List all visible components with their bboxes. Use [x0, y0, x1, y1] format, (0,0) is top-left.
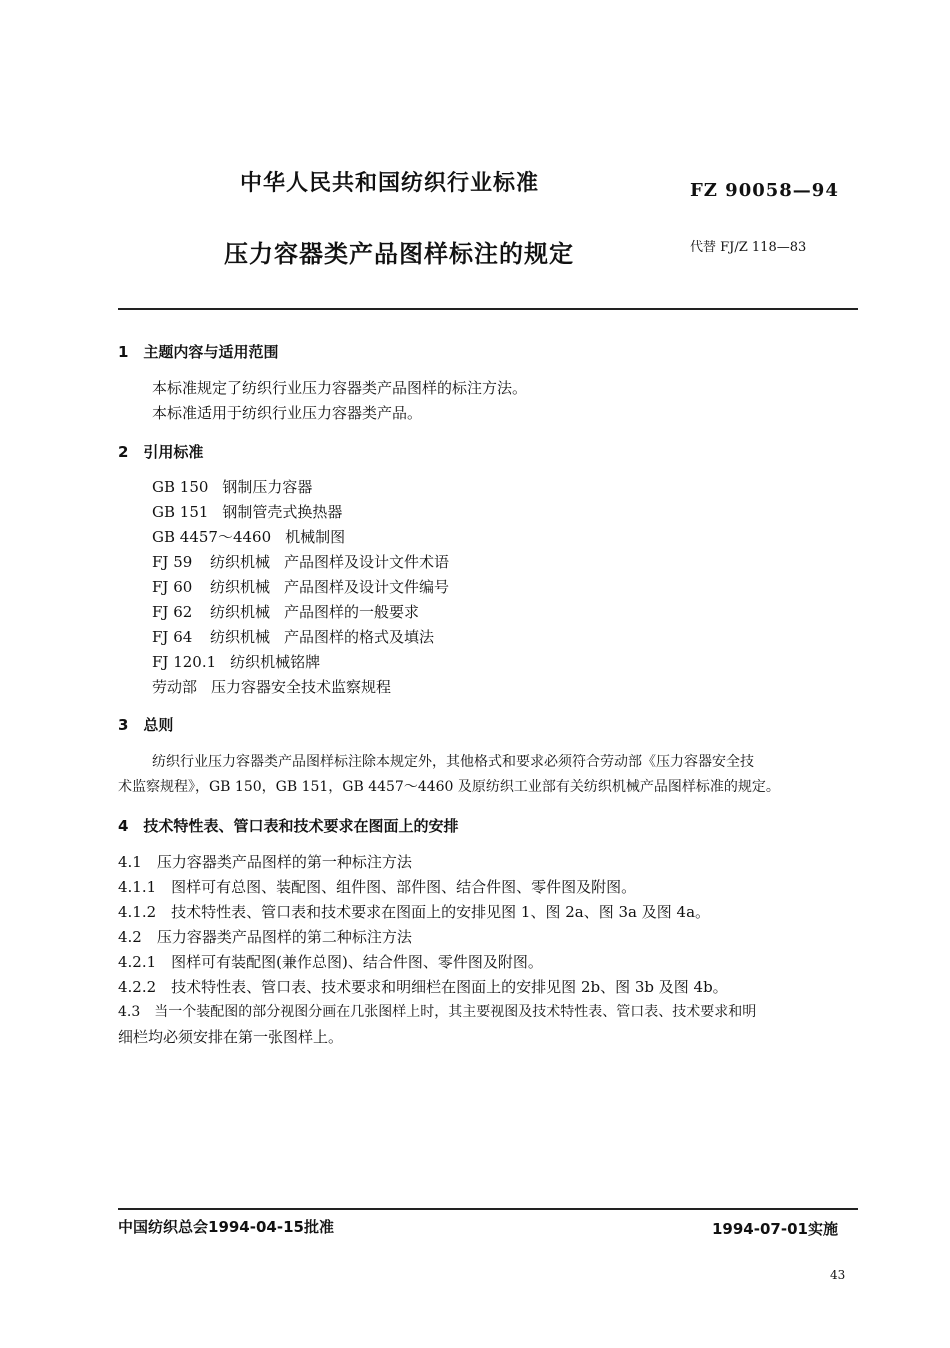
clause-item: 4.2.2 技术特性表、管口表、技术要求和明细栏在图面上的安排见图 2b、图 3b 及图 4b。 — [118, 978, 728, 996]
reference-code: GB 151 — [152, 503, 209, 521]
reference-row — [152, 576, 449, 597]
reference-row — [152, 651, 320, 672]
reference-row — [152, 626, 434, 647]
clause-item: 4.2.1 图样可有装配图(兼作总图)、结合件图、零件图及附图。 — [118, 953, 543, 971]
clause-item: 4.3 当一个装配图的部分视图分画在几张图样上时，其主要视图及技术特性表、管口表、技术要求和明 — [118, 1004, 757, 1020]
clause-item: 4.1.1 图样可有总图、装配图、组件图、部件图、结合件图、零件图及附图。 — [118, 878, 637, 896]
reference-group: 纺织机械 — [210, 603, 271, 621]
section-4-heading: 4 技术特性表、管口表和技术要求在图面上的安排 — [118, 817, 459, 835]
reference-row — [152, 676, 391, 697]
effective-date: 1994-07-01实施 — [712, 1220, 838, 1238]
reference-row — [152, 601, 419, 622]
section-2-heading: 2 引用标准 — [118, 443, 204, 461]
standard-number: FZ 90058—94 — [690, 180, 839, 201]
reference-name: 压力容器安全技术监察规程 — [211, 678, 392, 696]
reference-group: 纺织机械 — [210, 628, 271, 646]
reference-name: 钢制压力容器 — [222, 478, 313, 496]
reference-code: FJ 62 — [152, 603, 193, 621]
reference-name: 产品图样及设计文件术语 — [284, 553, 450, 571]
reference-group: 纺织机械 — [210, 553, 271, 571]
reference-row — [152, 551, 449, 572]
reference-name: 机械制图 — [285, 528, 346, 546]
clause-item: 4.1.2 技术特性表、管口表和技术要求在图面上的安排见图 1、图 2a、图 3a 及图 4a。 — [118, 903, 711, 921]
reference-name: 产品图样的格式及填法 — [284, 628, 435, 646]
header-rule — [118, 308, 858, 310]
document-title: 压力容器类产品图样标注的规定 — [224, 240, 574, 268]
section-3-paragraph: 术监察规程》，GB 150，GB 151，GB 4457～4460 及原纺织工业部有关纺织机械产品图样标准的规定。 — [118, 779, 780, 795]
reference-group: 纺织机械 — [210, 578, 271, 596]
reference-row — [152, 526, 345, 547]
reference-code: 劳动部 — [152, 678, 198, 696]
reference-name: 产品图样的一般要求 — [284, 603, 420, 621]
reference-row — [152, 501, 342, 522]
reference-name: 钢制管壳式换热器 — [222, 503, 343, 521]
reference-code: FJ 59 — [152, 553, 193, 571]
approval-note: 中国纺织总会1994-04-15批准 — [118, 1218, 334, 1236]
replaces-note: 代替 FJ/Z 118—83 — [690, 240, 807, 255]
clause-continuation: 细栏均必须安排在第一张图样上。 — [118, 1028, 344, 1046]
section-1-paragraph: 本标准适用于纺织行业压力容器类产品。 — [152, 404, 423, 422]
reference-code: GB 150 — [152, 478, 209, 496]
footer-rule — [118, 1208, 858, 1210]
clause-item: 4.1 压力容器类产品图样的第一种标注方法 — [118, 853, 412, 871]
reference-code: FJ 60 — [152, 578, 193, 596]
reference-row — [152, 476, 312, 497]
reference-name: 产品图样及设计文件编号 — [284, 578, 450, 596]
reference-name: 纺织机械铭牌 — [230, 653, 321, 671]
section-1-paragraph: 本标准规定了纺织行业压力容器类产品图样的标注方法。 — [152, 379, 528, 397]
reference-code: GB 4457～4460 — [152, 528, 272, 546]
reference-code: FJ 120.1 — [152, 653, 217, 671]
section-1-heading: 1 主题内容与适用范围 — [118, 343, 279, 361]
reference-code: FJ 64 — [152, 628, 193, 646]
standard-category: 中华人民共和国纺织行业标准 — [240, 171, 540, 196]
section-3-heading: 3 总则 — [118, 716, 174, 734]
page-number: 43 — [830, 1268, 846, 1282]
section-3-paragraph: 纺织行业压力容器类产品图样标注除本规定外，其他格式和要求必须符合劳动部《压力容器安全技 — [152, 754, 754, 770]
clause-item: 4.2 压力容器类产品图样的第二种标注方法 — [118, 928, 412, 946]
